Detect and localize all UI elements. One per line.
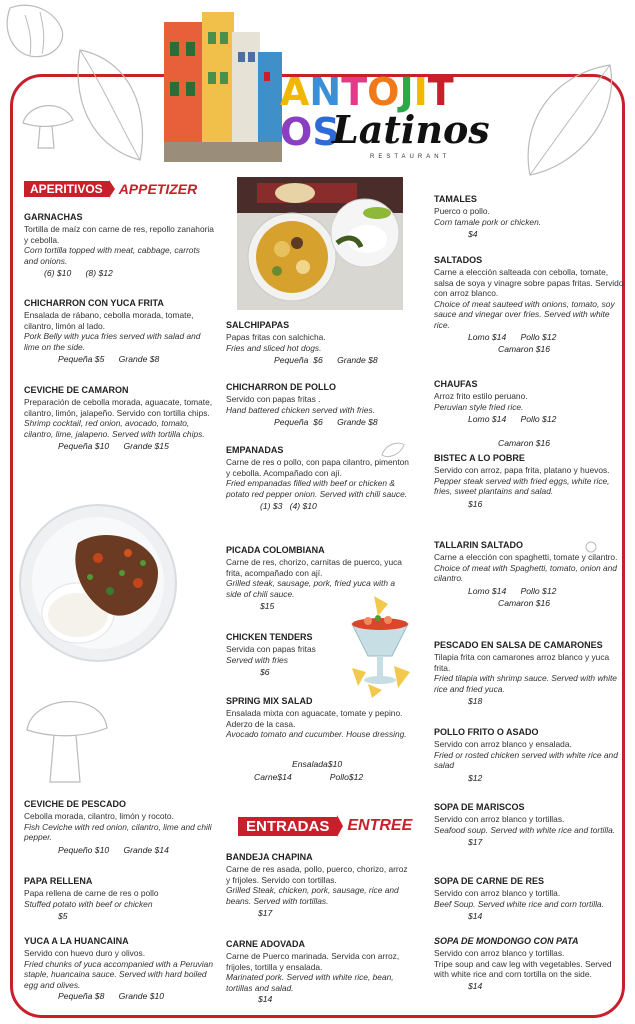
menu-item-saltados: [434, 255, 624, 355]
item-desc-en: Fish Ceviche with red onion, cilantro, lime and chili pepper.: [24, 821, 212, 842]
item-price-2: Camaron $16: [498, 438, 551, 448]
item-price: $16: [468, 498, 483, 509]
item-name: CHAUFAS: [434, 379, 478, 389]
small-garlic-icon: [584, 540, 598, 554]
item-desc-en: Stuffed potato with beef or chicken: [24, 898, 153, 909]
menu-item-garnachas: [24, 212, 214, 279]
item-desc-es: Carne de Puerco marinada. Servida con arroz, frijoles, tortilla y ensalada.: [226, 951, 400, 972]
item-price: Pequeña $8 Grande $10: [58, 991, 165, 1001]
item-desc-es: Servido con arroz blanco y tortilla.: [434, 888, 561, 898]
logo-letter: O: [280, 110, 313, 154]
item-desc-en: Choice of meat with Spaghetti, tomato, onion and cilantro.: [434, 562, 617, 583]
item-price: Pequeño $10 Grande $14: [58, 844, 169, 855]
item-price: $5: [58, 911, 68, 921]
item-price: $17: [258, 908, 273, 918]
item-price-1: Lomo $14 Pollo $12: [468, 414, 557, 424]
item-desc-es: Carne de res, chorizo, carnitas de puerco, yuca frita, acompañado con ají.: [226, 557, 402, 578]
item-desc-en: Served with fries: [226, 654, 288, 665]
menu-item-bistec: [434, 453, 624, 510]
item-name: CHICHARRON DE POLLO: [226, 382, 336, 392]
item-name: YUCA A LA HUANCAINA: [24, 936, 129, 946]
menu-item-salchipapas: [226, 320, 411, 366]
item-desc-en: Grilled Steak, chicken, pork, sausage, rice and beans. Served with tortillas.: [226, 885, 399, 906]
item-desc-es: Ensalada mixta con aguacate, tomate y pepino. Aderzo de la casa.: [226, 708, 403, 729]
colorful-houses-illustration: [164, 12, 282, 162]
logo-script: Latinos: [332, 107, 490, 152]
menu-item-empanadas: [226, 445, 411, 512]
item-desc-en: Hand battered chicken served with fries.: [226, 404, 375, 415]
item-name: SPRING MIX SALAD: [226, 696, 313, 706]
menu-item-ceviche-camaron: [24, 385, 214, 452]
menu-item-sopa-mondongo: [434, 936, 624, 992]
item-price: $12: [468, 772, 483, 783]
item-name: CARNE ADOVADA: [226, 939, 306, 949]
item-desc-es: Carne a elección salteada con cebolla, tomate, salsa de soya y vinagre sobre papas fritas. Servido con arroz blanco.: [434, 267, 624, 298]
item-desc-en: Avocado tomato and cucumber. House dressing.: [226, 729, 407, 739]
item-desc-en: Shrimp cocktail, red onion, avocado, tomato, cilantro, lime, jalapeno. Served with tortilla chips.: [24, 418, 205, 439]
item-desc-es: Papas fritas con salchicha.: [226, 332, 326, 342]
item-name: CHICHARRON CON YUCA FRITA: [24, 298, 164, 308]
item-name: SOPA DE MARISCOS: [434, 802, 525, 812]
menu-item-pescado-salsa: [434, 640, 624, 707]
restaurant-logo: [164, 8, 490, 163]
item-name: BANDEJA CHAPINA: [226, 852, 313, 862]
item-name: GARNACHAS: [24, 212, 83, 222]
item-name: SOPA DE MONDONGO CON PATA: [434, 936, 579, 946]
item-name: SOPA DE CARNE DE RES: [434, 876, 545, 886]
item-desc-en: Seafood soup. Served with white rice and tortilla.: [434, 824, 616, 835]
price-pollo: Pollo$12: [329, 771, 364, 782]
item-name: PESCADO EN SALSA DE CAMARONES: [434, 640, 603, 650]
aperitivos-heading: [24, 180, 214, 198]
item-name: BISTEC A LO POBRE: [434, 453, 525, 463]
menu-item-tamales: [434, 194, 624, 240]
menu-item-bandeja-chapina: [226, 852, 411, 919]
shrimp-cocktail-photo: [344, 594, 416, 698]
item-desc-en: Grilled steak, sausage, pork, fried yuca with a side of chili sauce.: [226, 578, 395, 599]
item-desc-es: Servido con arroz, papa frita, platano y huevos.: [434, 465, 610, 475]
item-desc-es: Ensalada de rábano, cebolla morada, tomate, cilantro, limón al lado.: [24, 310, 194, 331]
item-price: Pequeña $6 Grande $8: [274, 355, 378, 365]
price-carne: Carne$14: [254, 771, 292, 782]
logo-letter: T: [427, 70, 454, 114]
logo-letter: S: [312, 110, 340, 154]
item-desc-es: Servido con arroz blanco y tortillas.: [434, 814, 565, 824]
entradas-label: ENTRADAS: [238, 817, 337, 836]
logo-letter: N: [309, 70, 342, 114]
mushroom-illustration-top: [18, 98, 78, 153]
menu-item-chicharron-pollo: [226, 382, 411, 428]
item-price: (6) $10 (8) $12: [44, 268, 113, 278]
menu-item-ceviche-pescado: [24, 799, 214, 856]
item-price: $6: [260, 667, 270, 677]
logo-letter: I: [413, 70, 428, 114]
item-desc-en: Tripe soup and caw leg with vegetables. Served with white rice and corn tortilla on the side.: [434, 958, 612, 979]
mushroom-illustration-bottom: [22, 690, 112, 790]
logo-letter: A: [280, 70, 310, 114]
leaf-illustration-right: [510, 55, 630, 185]
item-name: SALTADOS: [434, 255, 483, 265]
item-desc-en: Beef Soup. Served white rice and corn tortilla.: [434, 898, 604, 909]
item-desc-en: Pork Belly with yuca fries served with salad and lime on the side.: [24, 331, 201, 352]
item-desc-es: Tortilla de maíz con carne de res, repollo zanahoria y cebolla.: [24, 224, 214, 245]
item-price: (1) $3 (4) $10: [260, 501, 317, 511]
item-desc-es: Puerco o pollo.: [434, 206, 490, 216]
menu-item-papa-rellena: [24, 876, 214, 922]
logo-letter: J: [399, 70, 414, 114]
banner-arrow: [337, 815, 343, 837]
menu-item-chicken-tenders: [226, 632, 346, 678]
item-price: $4: [468, 229, 478, 239]
item-desc-es: Servida con papas fritas: [226, 644, 316, 654]
entradas-heading: [238, 815, 412, 837]
menu-item-chaufas: [434, 379, 624, 449]
menu-item-yuca-huancaina: [24, 936, 214, 1002]
item-price: $15: [260, 601, 275, 611]
item-name: EMPANADAS: [226, 445, 284, 455]
entree-label: ENTREE: [347, 817, 413, 834]
menu-item-carne-adovada: [226, 939, 411, 1005]
item-price-2: Camaron $16: [498, 597, 551, 608]
item-desc-en: Fried chunks of yuca accompanied with a Peruvian staple, huancaina sauce. Served with hard boiled egg and olives.: [24, 958, 214, 990]
item-price: $18: [468, 696, 483, 706]
item-desc-es: Servido con arroz blanco y tortillas.: [434, 948, 565, 958]
item-name: SALCHIPAPAS: [226, 320, 290, 330]
menu-item-spring-mix-salad: [226, 696, 411, 783]
item-desc-en: Corn tamale pork or chicken.: [434, 216, 542, 227]
logo-letter: O: [367, 70, 400, 114]
menu-item-chicharron-yuca: [24, 298, 214, 365]
item-desc-es: Preparación de cebolla morada, aguacate, tomate, cilantro, limón, jalapeño. Servido con tortilla chips.: [24, 397, 213, 418]
item-price: Pequeña $5 Grande $8: [58, 354, 160, 364]
item-desc-en: Fried tilapia with shrimp sauce. Served with white rice and fried yuca.: [434, 673, 617, 694]
item-desc-en: Pepper steak served with fried eggs, white rice, fries, sweet plantains and salad.: [434, 475, 610, 496]
logo-subtitle: RESTAURANT: [370, 154, 451, 160]
menu-item-sopa-res: [434, 876, 624, 922]
item-price-1: Lomo $14 Pollo $12: [468, 585, 557, 596]
item-desc-es: Carne de res o pollo, con papa cilantro, pimenton y cebolla. Acompañado con ají.: [226, 457, 409, 478]
item-desc-en: Corn tortilla topped with meat, cabbage, carrots and onions.: [24, 245, 200, 266]
banner-arrow: [109, 180, 115, 198]
item-desc-en: Choice of meat sauteed with onions, tomato, soy sauce and vinegar over fries. Served with white rice.: [434, 298, 615, 330]
item-desc-en: Marinated pork. Served with white rice, bean, tortillas and salad.: [226, 972, 394, 993]
item-desc-en: Peruvian style fried rice.: [434, 401, 524, 412]
item-desc-es: Cebolla morada, cilantro, limón y rocoto.: [24, 811, 174, 821]
item-name: CEVICHE DE CAMARON: [24, 385, 129, 395]
appetizer-label: APPETIZER: [118, 181, 198, 197]
item-desc-en: Fries and sliced hot dogs.: [226, 342, 322, 353]
item-name: TAMALES: [434, 194, 477, 204]
item-price: Pequeña $10 Grande $15: [58, 441, 169, 451]
item-desc-en: Fried empanadas filled with beef or chicken & potato red pepper onion. Served with chili sauce.: [226, 478, 408, 499]
item-desc-en: Fried or rosted chicken served with white rice and salad: [434, 749, 618, 770]
item-name: POLLO FRITO O ASADO: [434, 727, 539, 737]
item-price-1: Lomo $14 Pollo $12: [468, 332, 557, 342]
item-price-meat: [226, 771, 411, 783]
logo-letter: T: [341, 70, 368, 114]
plate-photo-beef-rice: [18, 503, 178, 663]
item-price: $14: [468, 980, 483, 991]
item-name: PAPA RELLENA: [24, 876, 93, 886]
item-desc-es: Carne de res asada, pollo, puerco, chorizo, arroz y frijoles. Servido con tortillas.: [226, 864, 408, 885]
item-desc-es: Arroz frito estilo peruano.: [434, 391, 528, 401]
soup-photo: [237, 177, 403, 310]
item-desc-es: Tilapia frita con camarones arroz blanco y yuca frita.: [434, 652, 610, 673]
item-name: TALLARIN SALTADO: [434, 540, 523, 550]
item-price: $14: [258, 994, 273, 1004]
aperitivos-label: APERITIVOS: [24, 181, 109, 197]
item-price: Pequeña $6 Grande $8: [274, 417, 378, 427]
item-desc-es: Papa rellena de carne de res o pollo: [24, 888, 159, 898]
item-price-2: Camaron $16: [498, 344, 551, 354]
item-name: CHICKEN TENDERS: [226, 632, 313, 642]
item-price: $17: [468, 837, 483, 847]
item-name: CEVICHE DE PESCADO: [24, 799, 127, 809]
item-desc-es: Servido con papas fritas .: [226, 394, 321, 404]
menu-item-sopa-mariscos: [434, 802, 624, 848]
item-desc-es: Carne a elección con spaghetti, tomate y cilantro.: [434, 552, 618, 562]
item-price: $14: [468, 911, 483, 921]
menu-item-pollo-frito: [434, 727, 624, 784]
item-name: PICADA COLOMBIANA: [226, 545, 325, 555]
item-desc-es: Servido con arroz blanco y ensalada.: [434, 739, 572, 749]
item-desc-es: Servido con huevo duro y olivos.: [24, 948, 146, 958]
item-price-salad: Ensalada$10: [292, 758, 343, 769]
